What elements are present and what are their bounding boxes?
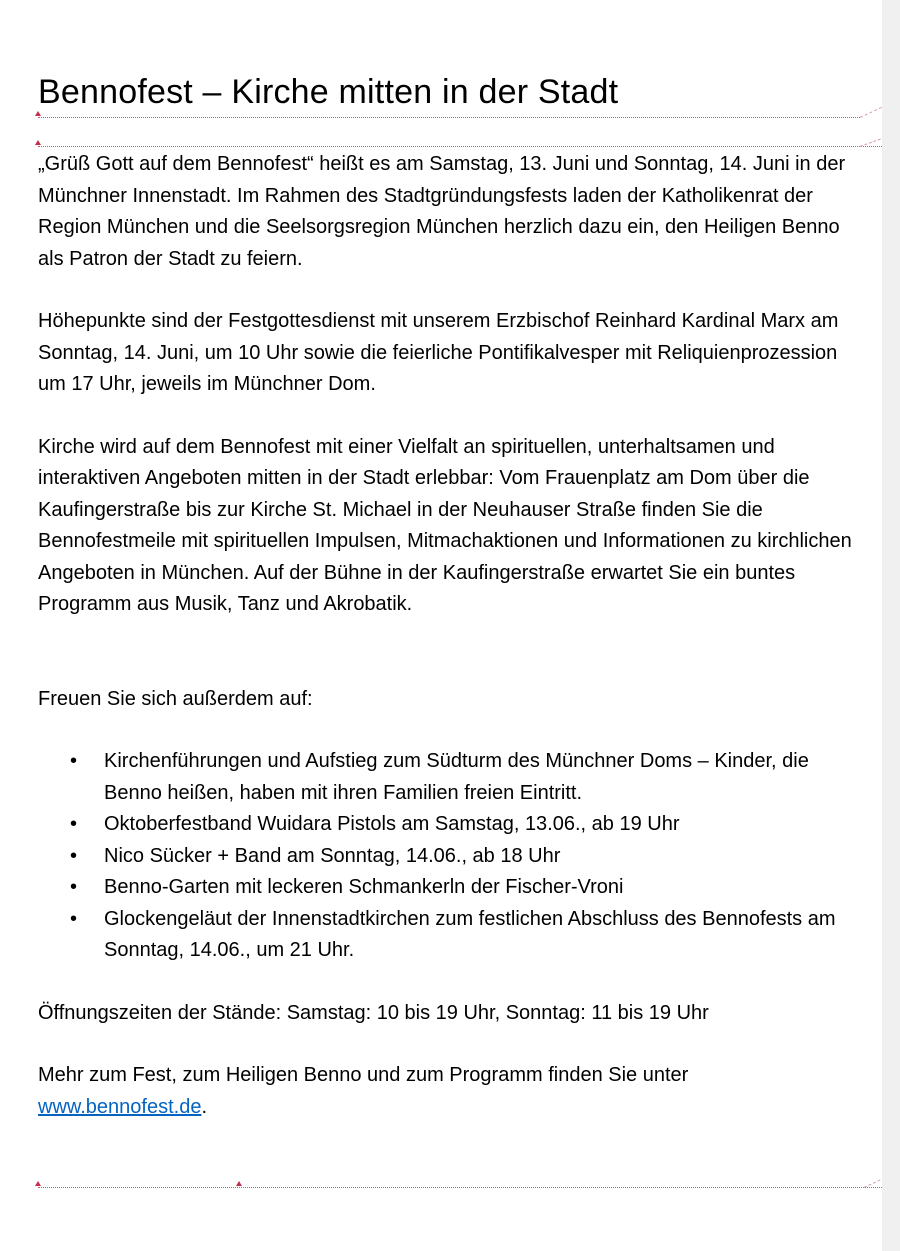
events-list xyxy=(38,746,868,967)
list-item xyxy=(70,872,868,904)
revision-marker-icon xyxy=(35,111,41,116)
closing-paragraph xyxy=(38,1060,868,1123)
list-intro-paragraph: Freuen Sie sich außerdem auf: xyxy=(38,687,313,710)
bullet-icon: • xyxy=(70,813,78,835)
list-item xyxy=(70,904,868,967)
revision-marker-icon xyxy=(35,1181,41,1186)
revision-line xyxy=(38,117,860,118)
highlights-paragraph: Höhepunkte sind der Festgottesdienst mit unserem Erzbischof Reinhard Kardinal Marx am Sonntag, 14. Juni, um 10 Uhr sowie die feierliche Pontifikalvesper mit Reliquienprozession um 17 Uhr, jeweils im Münchner Dom. xyxy=(38,310,839,395)
bullet-icon: • xyxy=(70,876,78,898)
list-item-text: Nico Sücker + Band am Sonntag, 14.06., ab 18 Uhr xyxy=(104,844,561,867)
list-item-text: Oktoberfestband Wuidara Pistols am Samstag, 13.06., ab 19 Uhr xyxy=(104,813,680,835)
intro-paragraph: „Grüß Gott auf dem Bennofest“ heißt es am Samstag, 13. Juni und Sonntag, 14. Juni in der Münchner Innenstadt. Im Rahmen des Stadtgründungsfests laden der Katholikenrat der Region München und die Seelsorgsregion München herzlich dazu ein, den Heiligen Benno als Patron der Stadt zu feiern. xyxy=(38,153,846,270)
closing-text: Mehr zum Fest, zum Heiligen Benno und zum Programm finden Sie unter xyxy=(38,1064,689,1086)
bennofest-website-link[interactable]: www.bennofest.de xyxy=(38,1095,202,1118)
document-title: Bennofest – Kirche mitten in der Stadt xyxy=(38,73,619,111)
list-item xyxy=(70,746,868,809)
bullet-icon: • xyxy=(70,750,78,772)
revision-line xyxy=(38,146,882,147)
program-paragraph: Kirche wird auf dem Bennofest mit einer Vielfalt an spirituellen, unterhaltsamen und interaktiven Angeboten mitten in der Stadt erlebbar: Vom Frauenplatz am Dom über die Kaufingerstraße bis zur Kirche St. Michael in der Neuhauser Straße finden Sie die Bennofestmeile mit spirituellen Impulsen, Mitmachaktionen und Informationen zu kirchlichen Angeboten in München. Auf der Bühne in der Kaufingerstraße erwartet Sie ein buntes Programm aus Musik, Tanz und Akrobatik. xyxy=(38,435,852,615)
revision-marker-icon xyxy=(35,140,41,145)
list-item-text: Kirchenführungen und Aufstieg zum Südturm des Münchner Doms – Kinder, die Benno heißen, haben mit ihren Familien freien Eintritt. xyxy=(104,750,809,804)
title-block xyxy=(38,70,868,116)
list-item-text: Glockengeläut der Innenstadtkirchen zum festlichen Abschluss des Bennofests am Sonntag, 14.06., um 21 Uhr. xyxy=(104,907,836,961)
opening-hours-paragraph: Öffnungszeiten der Stände: Samstag: 10 bis 19 Uhr, Sonntag: 11 bis 19 Uhr xyxy=(38,1001,709,1024)
list-item-text: Benno-Garten mit leckeren Schmankerln der Fischer-Vroni xyxy=(104,876,624,898)
list-item xyxy=(70,809,868,841)
document-body xyxy=(38,70,868,1123)
revision-marker-icon xyxy=(236,1181,242,1186)
page-gutter xyxy=(882,0,900,1251)
closing-period: . xyxy=(201,1095,207,1118)
list-item xyxy=(70,841,868,873)
bullet-icon: • xyxy=(70,907,78,930)
bullet-icon: • xyxy=(70,844,78,867)
revision-line xyxy=(38,1187,882,1188)
